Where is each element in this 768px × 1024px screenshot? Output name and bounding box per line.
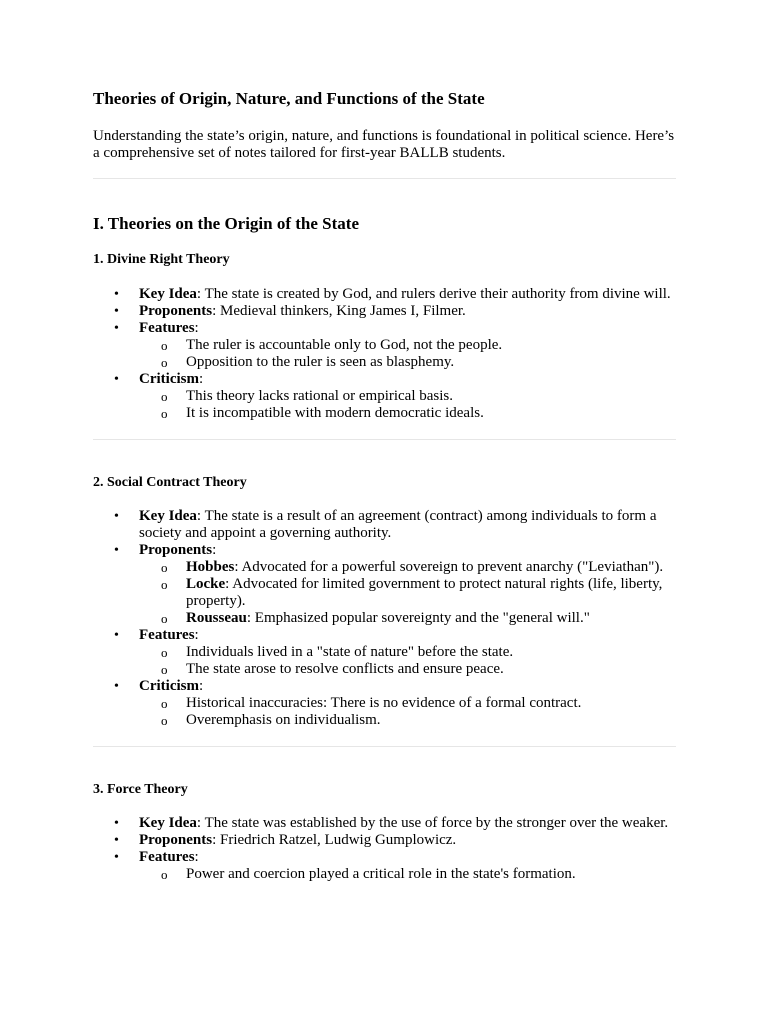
subheading-social-contract: 2. Social Contract Theory — [93, 475, 247, 490]
list-item: • Features: o The ruler is accountable only to God, not the people. o Opposition to the ruler is seen as blasphemy. — [93, 320, 676, 371]
sub-list-item: o Hobbes: Advocated for a powerful sovereign to prevent anarchy ("Leviathan"). — [139, 559, 676, 576]
sub-list-item: o Power and coercion played a critical role in the state's formation. — [139, 866, 676, 883]
sub-list-item: o Historical inaccuracies: There is no evidence of a formal contract. — [139, 695, 676, 712]
force-theory-list — [93, 815, 676, 883]
sub-list-item: o It is incompatible with modern democratic ideals. — [139, 405, 676, 422]
divider — [93, 178, 676, 179]
sub-list — [139, 337, 676, 371]
list-item: • Proponents: o Hobbes: Advocated for a powerful sovereign to prevent anarchy ("Leviathan"). o Locke: Advocated for limited government to protect natural rights (life, liberty, property). o Rousseau: Emphasized popular sovereignty and the "general will." — [93, 542, 676, 627]
list-item: • Key Idea: The state is created by God, and rulers derive their authority from divine will. — [93, 286, 676, 303]
sub-list-item: o Rousseau: Emphasized popular sovereignty and the "general will." — [139, 610, 676, 627]
sub-list-item: o Individuals lived in a "state of nature" before the state. — [139, 644, 676, 661]
list-item: • Criticism: o Historical inaccuracies: There is no evidence of a formal contract. o Overemphasis on individualism. — [93, 678, 676, 729]
divider — [93, 439, 676, 440]
sub-list-item: o This theory lacks rational or empirical basis. — [139, 388, 676, 405]
document-body — [93, 88, 676, 883]
sub-list — [139, 388, 676, 422]
sub-list-item: o The state arose to resolve conflicts and ensure peace. — [139, 661, 676, 678]
social-contract-list — [93, 508, 676, 729]
divine-right-list — [93, 286, 676, 422]
list-item: • Proponents: Medieval thinkers, King James I, Filmer. — [93, 303, 676, 320]
sub-list — [139, 866, 676, 883]
sub-list — [139, 695, 676, 729]
intro-paragraph: Understanding the state’s origin, nature, and functions is foundational in political science. Here’s a comprehensive set of notes tailored for first-year BALLB students. — [93, 128, 675, 161]
sub-list-item: o Locke: Advocated for limited government to protect natural rights (life, liberty, property). — [139, 576, 676, 610]
list-item: • Proponents: Friedrich Ratzel, Ludwig Gumplowicz. — [93, 832, 676, 849]
sub-list-item: o The ruler is accountable only to God, not the people. — [139, 337, 676, 354]
sub-list-item: o Opposition to the ruler is seen as blasphemy. — [139, 354, 676, 371]
divider — [93, 746, 676, 747]
subheading-force-theory: 3. Force Theory — [93, 782, 188, 797]
sub-list — [139, 559, 676, 627]
sub-list-item: o Overemphasis on individualism. — [139, 712, 676, 729]
list-item: • Criticism: o This theory lacks rational or empirical basis. o It is incompatible with modern democratic ideals. — [93, 371, 676, 422]
sub-list — [139, 644, 676, 678]
list-item: • Key Idea: The state was established by the use of force by the stronger over the weaker. — [93, 815, 676, 832]
subheading-divine-right: 1. Divine Right Theory — [93, 252, 230, 267]
section-heading-origin: I. Theories on the Origin of the State — [93, 214, 360, 233]
list-item: • Key Idea: The state is a result of an agreement (contract) among individuals to form a society and appoint a governing authority. — [93, 508, 676, 542]
list-item: • Features: o Individuals lived in a "state of nature" before the state. o The state arose to resolve conflicts and ensure peace. — [93, 627, 676, 678]
list-item: • Features: o Power and coercion played a critical role in the state's formation. — [93, 849, 676, 883]
document-title: Theories of Origin, Nature, and Functions of the State — [93, 89, 485, 108]
